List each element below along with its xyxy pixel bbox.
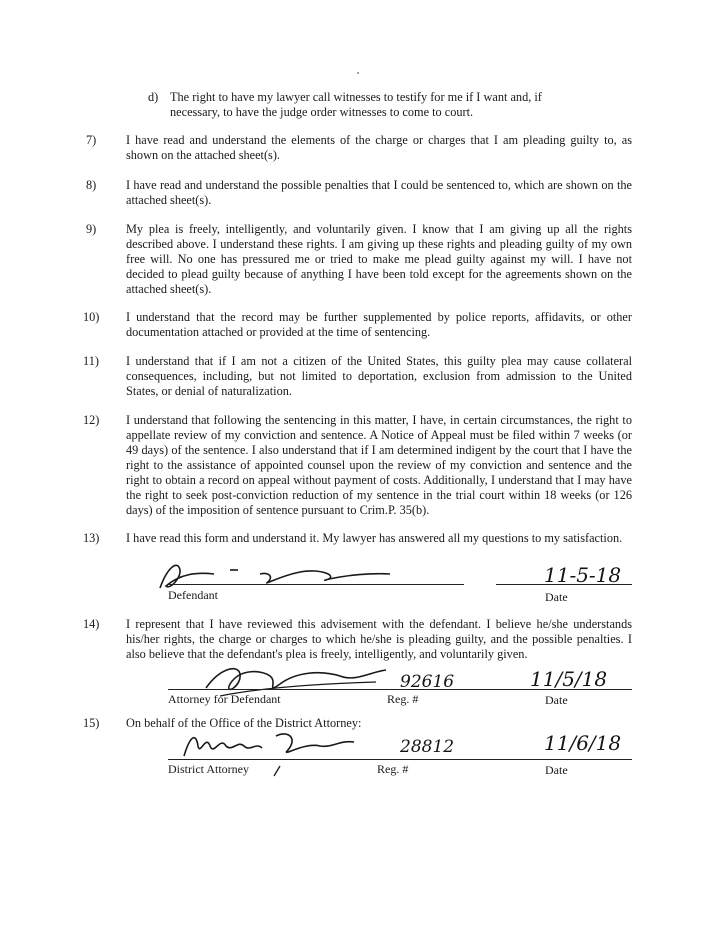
defendant-signature-line [168,584,464,585]
item-12-text: I understand that following the sentencing in this matter, I have, in certain circumstances, the right to appellate review of my conviction and sentence. A Notice of Appeal must be filed within 7 weeks (or 49 days) of the sentence. I also understand that if I am determined indigent by the court that I have the right to the assistance of appointed counsel upon the review of my conviction and sentence and the right to obtain a record on appeal without payment of costs. Additionally, I understand that I may have the right to seek post-conviction reduction of my sentence in the trial court within 18 weeks (or 126 days) of the imposition of sentence pursuant to Crim.P. 35(b). [126,413,632,517]
item-7-number: 7) [86,133,97,147]
defendant-date-value: 11-5-18 [544,563,622,587]
attorney-date-label: Date [545,693,568,707]
attorney-label: Attorney for Defendant [168,692,281,706]
item-d-line1: The right to have my lawyer call witnesses to testify for me if I want and, if [170,90,542,104]
district-attorney-reg-label: Reg. # [377,762,409,776]
item-13-text: I have read this form and understand it. My lawyer has answered all my questions to my satisfaction. [126,531,623,545]
item-11-number: 11) [83,354,99,368]
item-13-number: 13) [83,531,100,545]
item-d-line2: necessary, to have the judge order witnesses to come to court. [170,105,474,119]
district-attorney-label: District Attorney [168,762,249,776]
district-attorney-signature-line [168,759,632,760]
item-7-text: I have read and understand the elements of the charge or charges that I am pleading guilty to, as shown on the attached sheet(s). [126,133,632,162]
item-8-number: 8) [86,178,97,192]
district-attorney-date-value: 11/6/18 [544,731,622,755]
item-11-text: I understand that if I am not a citizen of the United States, this guilty plea may cause collateral consequences, including, but not limited to deportation, exclusion from admission to the United States, or denial of naturalization. [126,354,632,398]
item-d-label: d) [148,90,159,104]
attorney-date-value: 11/5/18 [530,667,608,691]
item-9-text: My plea is freely, intelligently, and voluntarily given. I know that I am giving up all the rights described above. I understand these rights. I am giving up these rights and pleading guilty of my own free will. No one has pressured me or tried to make me plead guilty against my will. I have not decided to plead guilty because of anything I have been told except for the agreements shown on the attached sheet(s). [126,222,632,296]
item-12-number: 12) [83,413,100,427]
district-attorney-date-label: Date [545,763,568,777]
district-attorney-reg-value: 28812 [400,737,455,757]
item-10-text: I understand that the record may be further supplemented by police reports, affidavits, or other documentation attached or provided at the time of sentencing. [126,310,632,339]
item-8-text: I have read and understand the possible penalties that I could be sentenced to, which are shown on the attached sheet(s). [126,178,632,207]
item-14-number: 14) [83,617,100,631]
attorney-reg-value: 92616 [400,672,455,692]
item-15-text: On behalf of the Office of the District Attorney: [126,716,362,730]
item-10-number: 10) [83,310,100,324]
scan-speck [357,72,359,74]
attorney-reg-label: Reg. # [387,692,419,706]
defendant-date-label: Date [545,590,568,604]
item-9-number: 9) [86,222,97,236]
item-14-text: I represent that I have reviewed this advisement with the defendant. I believe he/she understands his/her rights, the charge or charges to which he/she is pleading guilty, and the possible penalties. I also believe that the defendant's plea is freely, intelligently, and voluntarily given. [126,617,632,661]
item-15-number: 15) [83,716,100,730]
defendant-label: Defendant [168,588,218,602]
